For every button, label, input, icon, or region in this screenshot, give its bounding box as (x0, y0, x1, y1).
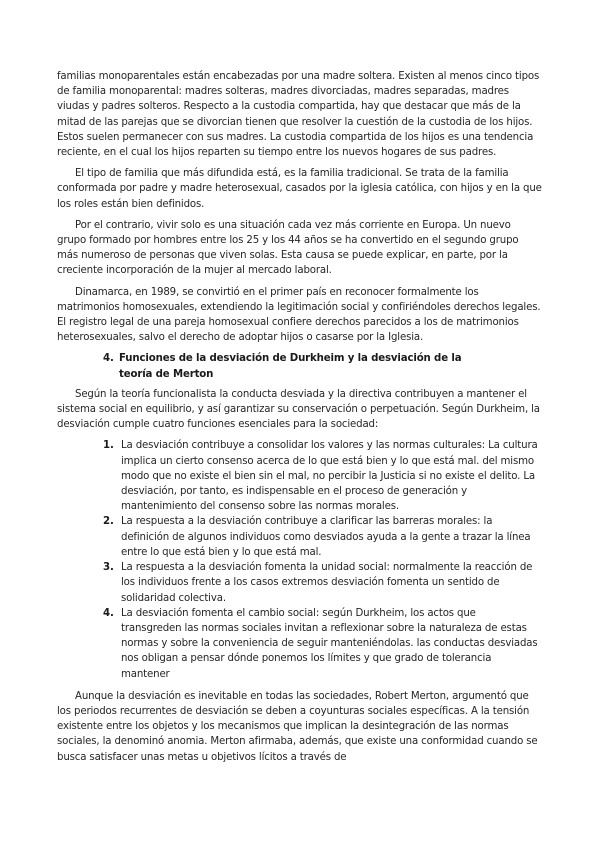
list-item (103, 560, 542, 606)
paragraph-denmark: Dinamarca, en 1989, se convirtió en el primer país en reconocer formalmente los matrimonios homosexuales, extendiendo la legitimación social y confiriéndoles derechos legales. El registro legal de una pareja homosexual confiere derechos parecidos a los de matrimonios heterosexuales, salvo el derecho de adoptar hijos o casarse por la Iglesia. (57, 286, 541, 344)
list-item (103, 514, 542, 560)
paragraph-living-alone: Por el contrario, vivir solo es una situación cada vez más corriente en Europa. Un nuevo grupo formado por hombres entre los 25 y los 44 años se ha convertido en el segundo grupo más numeroso de personas que viven solas. Esta causa se puede explicar, en parte, por la creciente incorporación de la mujer al mercado laboral. (57, 219, 519, 277)
section-heading (103, 351, 542, 381)
list-item (103, 438, 542, 514)
paragraph-merton: Aunque la desviación es inevitable en todas las sociedades, Robert Merton, argumentó que los periodos recurrentes de desviación se deben a coyunturas sociales específicas. A la tensión existente entre los objetos y los mecanismos que implican la desintegración de las normas sociales, la denominó anomia. Merton afirmaba, además, que existe una conformidad cuando se busca satisfacer unas metas u objetivos lícitos a través de (57, 690, 538, 763)
list-item-number: 4. (103, 607, 114, 619)
functions-list (57, 438, 542, 681)
list-item-number: 3. (103, 562, 114, 574)
paragraph-functionalist-intro: Según la teoría funcionalista la conducta desviada y la directiva contribuyen a mantener el sistema social en equilibrio, y así garantizar su conservación o perpetuación. Según Durkheim, la desviación cumple cuatro funciones esenciales para la sociedad: (57, 388, 540, 431)
paragraph-traditional-family: El tipo de familia que más difundida está, es la familia tradicional. Se trata de la familia conformada por padre y madre heterosexual, casados por la iglesia católica, con hijos y en la que los roles están bien definidos. (57, 168, 542, 210)
list-item (103, 606, 542, 682)
list-item-number: 1. (103, 440, 114, 452)
section-number: 4. (103, 353, 114, 365)
section-title: Funciones de la desviación de Durkheim y la desviación de la teoría de Merton (119, 353, 462, 380)
paragraph-single-parent-families: familias monoparentales están encabezadas por una madre soltera. Existen al menos cinco tipos de familia monoparental: madres solteras, madres divorciadas, madres separadas, madres viudas y padres solteros. Respecto a la custodia compartida, hay que destacar que más de la mitad de las parejas que se divorcian tienen que resolver la cuestión de la custodia de los hijos. Estos suelen permanecer con sus madres. La custodia compartida de los hijos es una tendencia reciente, en el cual los hijos reparten su tiempo entre los nuevos hogares de sus padres. (57, 71, 540, 159)
list-item-text: La respuesta a la desviación fomenta la unidad social: normalmente la reacción de los individuos frente a los casos extremos desviación fomenta un sentido de solidaridad colectiva. (121, 562, 533, 604)
list-item-text: La respuesta a la desviación contribuye a clarificar las barreras morales: la definición de algunos individuos como desviados ayuda a la gente a trazar la línea entre lo que está bien y lo que está mal. (121, 516, 531, 558)
list-item-number: 2. (103, 516, 114, 528)
list-item-text: La desviación fomenta el cambio social: según Durkheim, los actos que transgreden las normas sociales invitan a reflexionar sobre la naturaleza de estas normas y sobre la conveniencia de seguir manteniéndolas. las conductas desviadas nos obligan a pensar dónde ponemos los límites y que grado de tolerancia mantener (121, 607, 538, 680)
list-item-text: La desviación contribuye a consolidar los valores y las normas culturales: La cultura implica un cierto consenso acerca de lo que está bien y lo que está mal. del mismo modo que no existe el bien sin el mal, no percibir la Justicia si no existe el delito. La desviación, por tanto, es indispensable en el proceso de generación y mantenimiento del consenso sobre las normas morales. (121, 440, 538, 513)
